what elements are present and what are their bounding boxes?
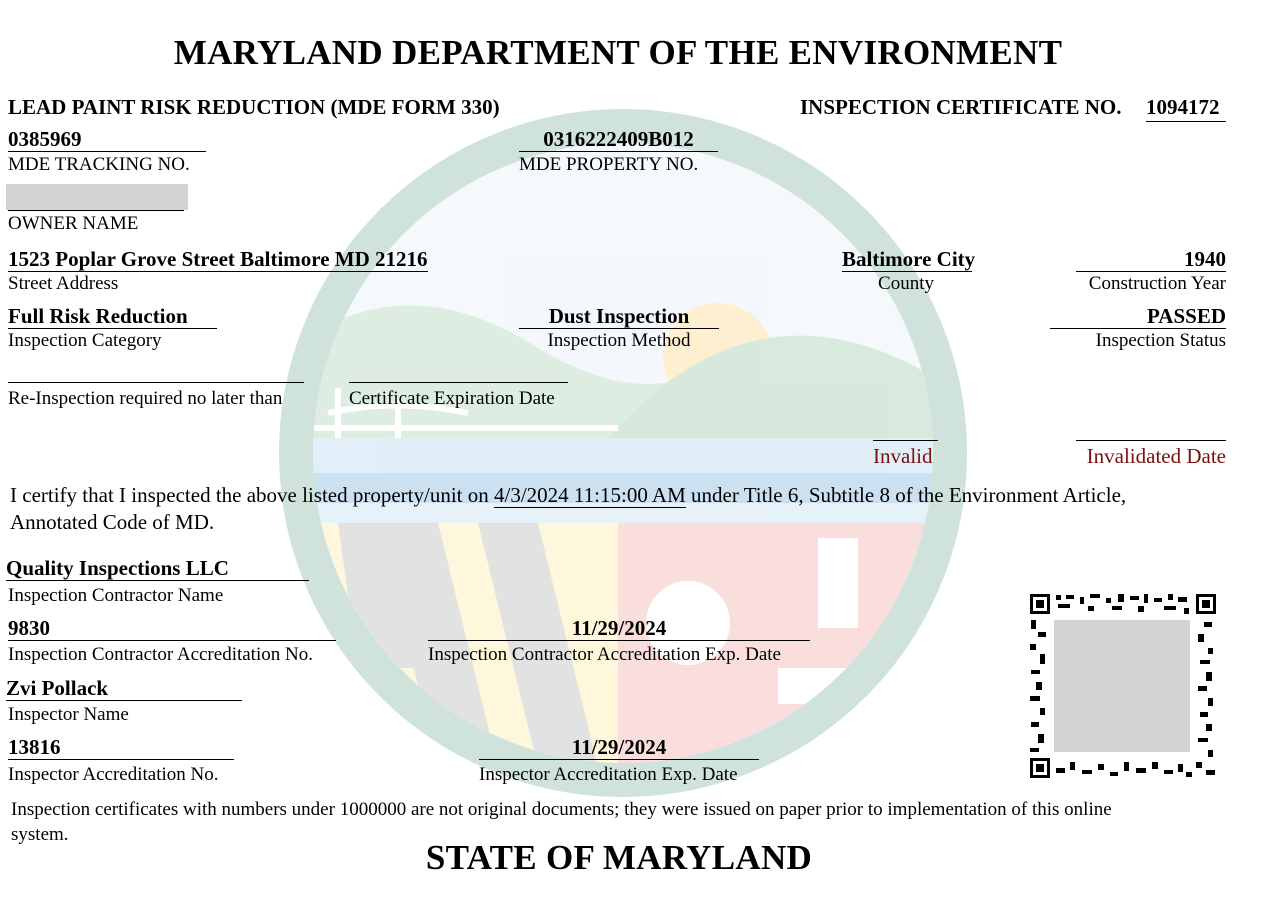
certification-text-after: under Title 6, Subtitle 8 of the Environment Article, [691, 483, 1127, 507]
contractor-accreditation-number: 9830 [8, 617, 336, 641]
contractor-name: Quality Inspections LLC [6, 557, 309, 581]
inspector-name: Zvi Pollack [6, 677, 242, 701]
certificate-number-label: INSPECTION CERTIFICATE NO. [800, 95, 1122, 119]
property-number: 0316222409B012 [519, 128, 718, 152]
footnote-line-2: system. [11, 824, 69, 845]
contractor-name-label: Inspection Contractor Name [8, 585, 224, 606]
certification-text-before: I certify that I inspected the above listed property/unit on [10, 483, 489, 507]
construction-year-label: Construction Year [1088, 273, 1226, 294]
owner-name-label: OWNER NAME [8, 213, 139, 234]
construction-year: 1940 [1076, 248, 1226, 272]
inspector-accreditation-label: Inspector Accreditation No. [8, 764, 219, 785]
inspector-accreditation-exp: 11/29/2024 [479, 736, 759, 760]
inspection-datetime: 4/3/2024 11:15:00 AM [494, 483, 686, 507]
invalidated-date-line [1076, 420, 1226, 441]
inspection-category-label: Inspection Category [8, 330, 162, 351]
certificate-number: 1094172 [1146, 95, 1226, 122]
form-name: LEAD PAINT RISK REDUCTION (MDE FORM 330) [8, 95, 500, 119]
inspection-status-label: Inspection Status [1095, 330, 1226, 351]
tracking-number: 0385969 [8, 128, 206, 152]
invalid-line [873, 420, 938, 441]
qr-code-icon [1028, 592, 1218, 780]
contractor-accreditation-exp-label: Inspection Contractor Accreditation Exp. Date [428, 644, 781, 665]
inspection-method-label: Inspection Method [547, 330, 691, 351]
footnote-line-1: Inspection certificates with numbers under 1000000 are not original documents; they were issued on paper prior to implementation of this online [11, 799, 1112, 820]
street-address: 1523 Poplar Grove Street Baltimore MD 21216 [8, 247, 428, 271]
county: Baltimore City [842, 247, 976, 271]
street-address-label: Street Address [8, 273, 119, 294]
reinspection-date-line [8, 360, 304, 383]
contractor-accreditation-label: Inspection Contractor Accreditation No. [8, 644, 313, 665]
expiration-date-label: Certificate Expiration Date [349, 388, 555, 409]
property-number-label: MDE PROPERTY NO. [519, 154, 699, 175]
owner-name-line [8, 210, 184, 211]
inspection-status: PASSED [1050, 305, 1226, 329]
inspection-method: Dust Inspection [519, 305, 719, 329]
contractor-accreditation-exp: 11/29/2024 [428, 617, 810, 641]
expiration-date-line [349, 360, 568, 383]
page-title: MARYLAND DEPARTMENT OF THE ENVIRONMENT [173, 33, 1063, 72]
county-label: County [878, 273, 934, 294]
inspection-category: Full Risk Reduction [8, 305, 217, 329]
owner-name-redaction [6, 184, 188, 210]
mde-seal-watermark-icon [278, 108, 968, 798]
invalidated-date-label: Invalidated Date [1086, 444, 1226, 468]
inspector-accreditation-exp-label: Inspector Accreditation Exp. Date [479, 764, 738, 785]
reinspection-label: Re-Inspection required no later than [8, 388, 283, 409]
certification-text-line2: Annotated Code of MD. [10, 510, 215, 534]
tracking-number-label: MDE TRACKING NO. [8, 154, 190, 175]
invalid-label: Invalid [873, 444, 933, 468]
certification-statement [10, 482, 1250, 536]
footer-title: STATE OF MARYLAND [425, 838, 813, 877]
inspector-accreditation-number: 13816 [8, 736, 234, 760]
inspector-name-label: Inspector Name [8, 704, 129, 725]
